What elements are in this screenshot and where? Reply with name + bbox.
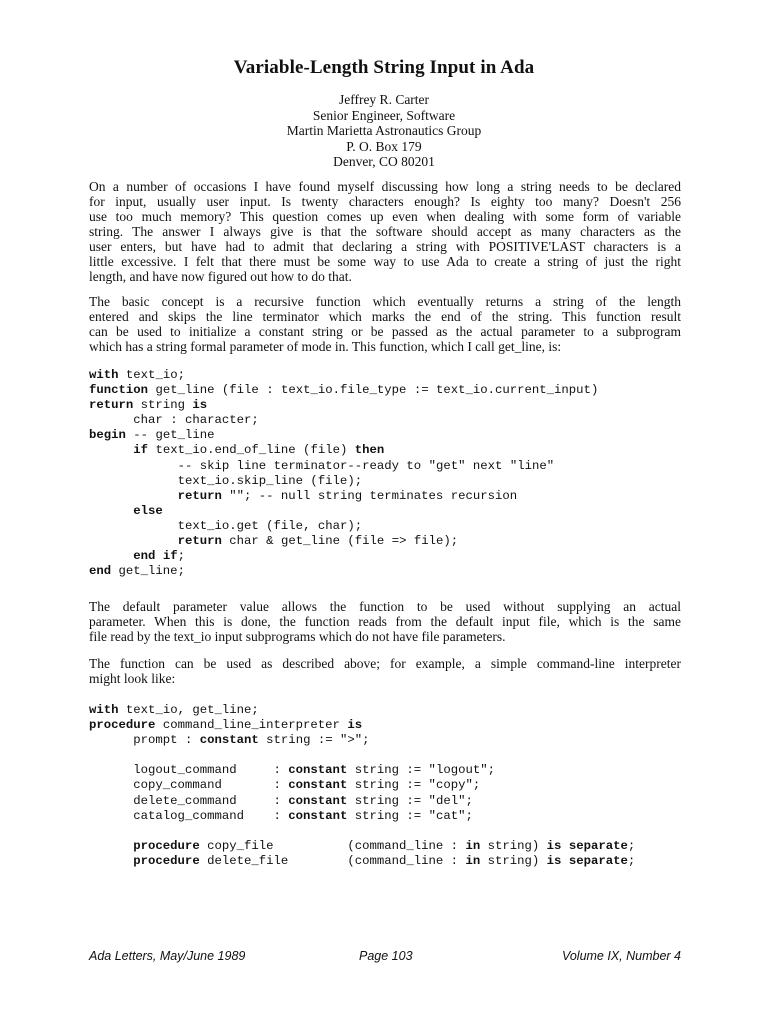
code-line: end get_line;: [89, 564, 185, 579]
code-line: delete_command : constant string := "del";: [133, 793, 473, 808]
code-line: catalog_command : constant string := "cat";: [133, 808, 473, 823]
author-block: [0, 92, 768, 170]
paragraph-concept: [89, 294, 681, 354]
author-name: Jeffrey R. Carter: [338, 92, 430, 107]
code-line: [89, 824, 635, 839]
text-line: length, and have now figured out how to do that.: [89, 269, 352, 284]
footer-journal: Ada Letters, May/June 1989: [89, 949, 246, 963]
text-line: The function can be used as described above; for example, a simple command-line interpreter: [89, 656, 681, 671]
text-line: file read by the text_io input subprograms which do not have file parameters.: [89, 629, 506, 644]
text-line: entered and skips the line terminator which marks the end of the string. This function result: [89, 309, 681, 324]
code-line: with text_io, get_line;: [89, 703, 259, 717]
code-line: function get_line (file : text_io.file_type := text_io.current_input): [89, 383, 599, 398]
code-line: begin -- get_line: [89, 428, 215, 443]
code-line: else: [133, 503, 163, 518]
paragraph-default-parameter: [89, 599, 681, 644]
code-line: return char & get_line (file => file);: [177, 534, 459, 549]
code-line: text_io.get (file, char);: [177, 518, 363, 533]
code-line: copy_command : constant string := "copy";: [133, 778, 481, 793]
text-line: parameter. When this is done, the function reads from the default input file, which is the same: [89, 614, 681, 629]
code-line: logout_command : constant string := "logout";: [133, 763, 495, 778]
footer-page-number: Page 103: [359, 949, 413, 963]
code-line: if text_io.end_of_line (file) then: [133, 443, 385, 458]
text-line: The default parameter value allows the function to be used without supplying an actual: [89, 599, 681, 614]
code-line: return string is: [89, 398, 208, 413]
code-line: return ""; -- null string terminates recursion: [177, 488, 518, 503]
code-line: procedure delete_file (command_line : in string) is separate;: [133, 853, 636, 868]
code-line: [89, 748, 635, 763]
paragraph-intro: [89, 179, 681, 284]
code-line: char : character;: [133, 413, 259, 428]
author-position: Senior Engineer, Software: [312, 107, 456, 123]
text-line: for input, usually user input. Is twenty characters enough? Is eighty too many? Doesn't 256: [89, 194, 681, 209]
author-address: P. O. Box 179: [346, 138, 422, 154]
code-listing-command-interpreter: [89, 703, 635, 869]
code-line: with text_io;: [89, 368, 185, 382]
code-line: prompt : constant string := ">";: [133, 733, 370, 748]
text-line: user enters, but have had to admit that declaring a string with POSITIVE'LAST characters is a: [89, 239, 681, 254]
code-line: -- skip line terminator--ready to "get" next "line": [177, 458, 555, 473]
code-line: procedure copy_file (command_line : in string) is separate;: [133, 838, 636, 853]
code-line: end if;: [133, 549, 185, 564]
text-line: On a number of occasions I have found myself discussing how long a string needs to be declared: [89, 179, 681, 194]
text-line: The basic concept is a recursive function which eventually returns a string of the length: [89, 294, 681, 309]
text-line: which has a string formal parameter of mode in. This function, which I call get_line, is:: [89, 339, 562, 354]
code-line: text_io.skip_line (file);: [177, 473, 363, 488]
code-listing-get-line: [89, 368, 598, 579]
text-line: string. The answer I always give is that the software should accept as many characters as the: [89, 224, 681, 239]
code-line: procedure command_line_interpreter is: [89, 718, 363, 733]
author-organization: Martin Marietta Astronautics Group: [286, 123, 482, 138]
footer-volume: Volume IX, Number 4: [561, 949, 681, 963]
text-line: little excessive. I felt that there must be some way to use Ada to create a string of just the right: [89, 254, 681, 269]
text-line: use too much memory? This question comes up even when dealing with some form of variable: [89, 209, 681, 224]
paragraph-usage: [89, 656, 681, 686]
author-city: Denver, CO 80201: [333, 154, 435, 169]
text-line: might look like:: [89, 671, 176, 686]
article-title: Variable-Length String Input in Ada: [233, 57, 535, 78]
text-line: can be used to initialize a constant string or be passed as the actual parameter to a subprogram: [89, 324, 681, 339]
